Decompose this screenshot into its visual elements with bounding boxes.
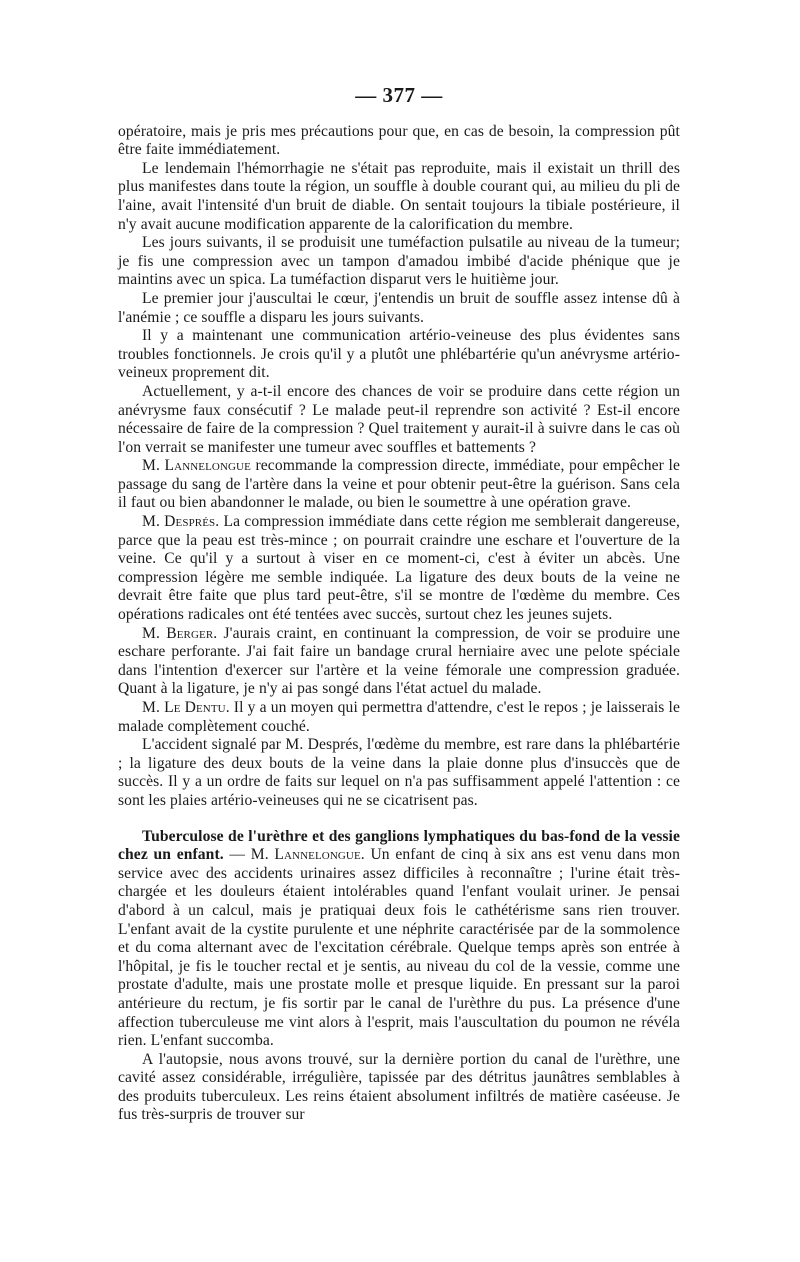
paragraph: Il y a maintenant une communication artério-veineuse des plus évidentes sans troubles fonctionnels. Je crois qu'il y a plutôt une phlébartérie qu'un anévrysme artério-veineux proprement dit. [118,327,680,382]
paragraph: opératoire, mais je pris mes précautions pour que, en cas de besoin, la compression pût être faite immédiatement. [118,122,680,159]
speech-text: . J'aurais craint, en continuant la compression, de voir se produire une eschare perforante. J'ai fait faire un bandage crural herniaire avec une pelote spéciale dans l'intention d'exercer sur l'artère et la veine fémorale une compression graduée. Quant à la ligature, je n'y ai pas songé dans l'état actuel du malade. [118,624,680,698]
paragraph: Le lendemain l'hémorrhagie ne s'était pas reproduite, mais il existait un thrill des plus manifestes dans toute la région, un souffle à double courant qui, au milieu du pli de l'aine, avait l'intensité d'un bruit de diable. On sentait toujours la tibiale postérieure, il n'y avait aucune modification apparente de la calorification du membre. [118,159,680,233]
speech-paragraph [118,625,680,699]
speaker-prefix: M. [142,699,165,716]
section-title: Tuberculose de l'urèthre et des ganglions lymphatiques du bas-fond de la vessie chez un enfant. [118,827,680,864]
speech-paragraph [118,699,680,736]
speaker-prefix: M. [142,457,165,475]
speech-paragraph [118,513,680,625]
page-number: — 377 — [355,83,443,107]
speech-paragraph [118,457,680,513]
document-page [118,83,681,1125]
paragraph: A l'autopsie, nous avons trouvé, sur la dernière portion du canal de l'urèthre, une cavité assez considérable, irrégulière, tapissée par des détritus jaunâtres semblables à des produits tuberculeux. Les reins étaient absolument infiltrés de matière caséeuse. Je fus très-surpris de trouver sur [118,1050,680,1124]
paragraph: Les jours suivants, il se produisit une tuméfaction pulsatile au niveau de la tumeur; je fis une compression avec un tampon d'amadou imbibé d'acide phénique que je maintins avec un spica. La tuméfaction disparut vers le huitième jour. [118,234,680,289]
speaker-name: Lannelongue [164,457,251,475]
speech-text: recommande la compression directe, immédiate, pour empêcher le passage du sang de l'artère dans la veine et pour obtenir peut-être la guérison. Sans cela il faut ou bien abandonner le malade, ou bien le soumettre à une opération grave. [118,457,680,512]
paragraph: Le premier jour j'auscultai le cœur, j'entendis un bruit de souffle assez intense dû à l'anémie ; ce souffle a disparu les jours suivants. [118,289,680,326]
section-author: Lannelongue [274,846,361,864]
speaker-name: Le Dentu [164,699,226,716]
section-dash: — M. [223,846,275,864]
speaker-name: Berger [166,624,214,642]
section-gap [118,811,680,828]
speaker-name: Després [164,513,216,531]
paragraph: L'accident signalé par M. Després, l'œdème du membre, est rare dans la phlébartérie ; la ligature des deux bouts de la veine dans la plaie donne plus d'insuccès que de succès. Il y a un ordre de faits sur lequel on n'a pas suffisamment appelé l'attention : ce sont les plaies artério-veineuses qui ne se cicatrisent pas. [118,736,680,809]
section-paragraph [118,828,680,1051]
speaker-prefix: M. [142,513,165,531]
speech-text: . Il y a un moyen qui permettra d'attendre, c'est le repos ; je laisserais le malade complètement couché. [118,699,680,735]
speech-text: . La compression immédiate dans cette région me semblerait dangereuse, parce que la peau est très-mince ; on pourrait craindre une eschare et l'ouverture de la veine. Ce qu'il y a surtout à viser en ce moment-ci, c'est à éviter un abcès. Une compression légère me semble indiquée. La ligature des deux bouts de la veine ne devrait être faite que plus tard peut-être, s'il se montre de l'œdème du membre. Ces opérations radicales ont été tentées avec succès, surtout chez les jeunes sujets. [118,513,681,624]
section-text: . Un enfant de cinq à six ans est venu dans mon service avec des accidents urinaires assez difficiles à reconnaître ; l'urine était très-chargée et les douleurs étaient intolérables quand l'enfant voulait uriner. Je pensai d'abord à un calcul, mais je pratiquai deux fois le cathétérisme sans rien trouver. L'enfant avait de la cystite purulente et une néphrite caractérisée par de la sommolence et du coma alternant avec de l'excitation cérébrale. Quelque temps après son entrée à l'hôpital, je fis le toucher rectal et je sentis, au niveau du col de la vessie, comme une prostate d'adulte, mais une prostate molle et presque liquide. En pressant sur la paroi antérieure du rectum, je fis sortir par le canal de l'urèthre du pus. La présence d'une affection tuberculeuse me vint alors à l'esprit, mais l'auscultation du poumon ne révéla rien. L'enfant succomba. [118,846,680,1050]
speaker-prefix: M. [142,624,167,642]
paragraph: Actuellement, y a-t-il encore des chances de voir se produire dans cette région un anévrysme faux consécutif ? Le malade peut-il reprendre son activité ? Est-il encore nécessaire de faire de la compression ? Quel traitement y aurait-il à suivre dans le cas où l'on verrait se manifester une tumeur avec souffles et battements ? [118,382,680,456]
